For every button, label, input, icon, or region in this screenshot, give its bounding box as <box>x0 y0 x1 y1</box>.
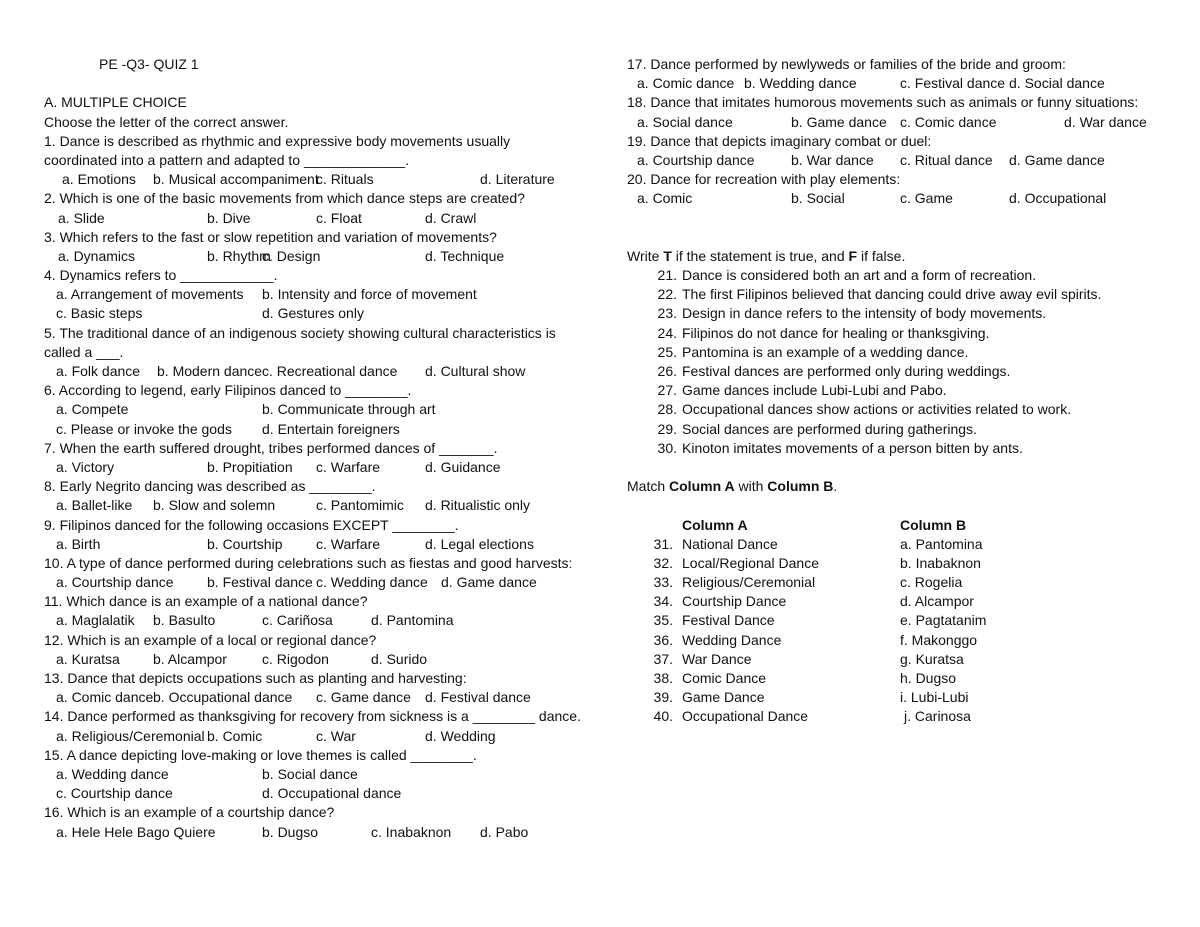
text: Column B <box>767 478 834 495</box>
option-d: d. Game dance <box>1009 151 1105 168</box>
option-d: d. Pabo <box>480 823 529 840</box>
text: 35. <box>653 612 673 629</box>
option-d: d. Crawl <box>425 209 477 226</box>
text: 30. <box>657 439 677 456</box>
option-d: d. Guidance <box>425 458 501 475</box>
option-a: a. Hele Hele Bago Quiere <box>56 823 216 840</box>
text: 31. <box>653 535 673 552</box>
text: 37. <box>653 650 673 667</box>
option-a: a. Social dance <box>637 113 733 130</box>
text: 26. <box>657 363 677 379</box>
option-c: c. Recreational dance <box>262 363 398 379</box>
text: 22. <box>657 286 677 303</box>
text: Occupational dances show actions or activities related to work. <box>682 401 1072 418</box>
text: Wedding Dance <box>682 631 782 648</box>
text: if false. <box>857 247 906 264</box>
option-a: a. Folk dance <box>56 363 141 379</box>
text: 40. <box>653 708 673 725</box>
true-false-instruction <box>627 247 1187 266</box>
answer-options <box>44 727 604 746</box>
text: 29. <box>657 420 677 437</box>
question-stem: 19. Dance that depicts imaginary combat or duel: <box>627 132 932 149</box>
true-false-item <box>627 304 1187 323</box>
right-column <box>627 55 1187 727</box>
text: Dance is considered both an art and a form of recreation. <box>682 267 1037 284</box>
blank-line <box>627 209 1187 228</box>
answer-options <box>627 151 1187 170</box>
matching-instruction <box>627 477 1187 496</box>
question-stem: 10. A type of dance performed during celebrations such as fiestas and good harvests: <box>44 554 573 571</box>
answer-options <box>44 420 604 439</box>
section-a-instruction: Choose the letter of the correct answer. <box>44 113 289 130</box>
option-a: a. Comic <box>637 190 693 207</box>
option-c: c. Design <box>262 247 321 264</box>
option-c: c. Rituals <box>316 171 374 188</box>
matching-header-row <box>627 516 1187 535</box>
text: Courtship Dance <box>682 593 787 610</box>
text: c. Rogelia <box>900 574 963 591</box>
blank-line <box>44 74 604 93</box>
option-c: c. Courtship dance <box>56 785 173 802</box>
option-b: b. Slow and solemn <box>153 497 276 514</box>
true-false-item <box>627 362 1187 381</box>
option-a: a. Kuratsa <box>56 650 120 667</box>
matching-row <box>627 573 1187 592</box>
column-a-header: Column A <box>682 516 748 533</box>
question-stem: 16. Which is an example of a courtship dance? <box>44 804 335 821</box>
text: Social dances are performed during gatherings. <box>682 420 977 437</box>
text: i. Lubi-Lubi <box>900 689 969 706</box>
option-b: b. Modern dance <box>157 363 263 379</box>
section-a-heading: A. MULTIPLE CHOICE <box>44 94 187 111</box>
matching-row <box>627 707 1187 726</box>
question-stem: 18. Dance that imitates humorous movements such as animals or funny situations: <box>627 94 1139 111</box>
text: 32. <box>653 554 673 571</box>
option-d: d. Social dance <box>1009 75 1105 92</box>
text: Game Dance <box>682 689 765 706</box>
option-b: b. Wedding dance <box>744 75 857 92</box>
text: War Dance <box>682 650 752 667</box>
true-false-item <box>627 381 1187 400</box>
text: 33. <box>653 574 673 591</box>
option-b: b. Musical accompaniment <box>153 171 319 188</box>
option-c: c. Float <box>316 209 362 226</box>
text: Write <box>627 247 664 264</box>
option-a: a. Religious/Ceremonial <box>56 727 205 744</box>
option-c: c. Game <box>900 190 953 207</box>
question-stem: called a ___. <box>44 343 124 360</box>
option-a: a. Wedding dance <box>56 765 169 782</box>
blank-line <box>44 55 604 74</box>
blank-line <box>627 496 1187 515</box>
option-b: b. Social <box>791 190 845 207</box>
option-d: d. Technique <box>425 247 505 264</box>
answer-options <box>627 113 1187 132</box>
option-d: d. Literature <box>480 171 555 188</box>
true-false-item <box>627 439 1187 458</box>
option-c: c. War <box>316 727 356 744</box>
question-stem: 17. Dance performed by newlyweds or families of the bride and groom: <box>627 56 1066 72</box>
quiz-title: PE -Q3- QUIZ 1 <box>99 56 199 72</box>
question-stem: 4. Dynamics refers to ____________. <box>44 267 278 284</box>
option-d: d. War dance <box>1064 113 1147 130</box>
answer-options <box>44 611 604 630</box>
option-b: b. Communicate through art <box>262 401 436 418</box>
text: 28. <box>657 401 677 418</box>
text: 27. <box>657 382 677 399</box>
text: e. Pagtatanim <box>900 612 987 629</box>
text: Column A <box>669 478 735 495</box>
option-b: b. Festival dance <box>207 574 313 591</box>
option-a: a. Emotions <box>62 171 136 188</box>
answer-options <box>44 209 604 228</box>
matching-row <box>627 592 1187 611</box>
text: if the statement is true, and <box>671 247 849 264</box>
question-stem: 20. Dance for recreation with play elements: <box>627 171 901 188</box>
text: b. Inabaknon <box>900 554 981 571</box>
option-a: a. Compete <box>56 401 129 418</box>
question-stem: coordinated into a pattern and adapted to _____________. <box>44 151 410 168</box>
text: j. Carinosa <box>904 708 971 725</box>
text: Match <box>627 478 670 495</box>
text: The first Filipinos believed that dancing could drive away evil spirits. <box>682 286 1102 303</box>
answer-options <box>44 304 604 323</box>
text: Design in dance refers to the intensity of body movements. <box>682 305 1047 322</box>
question-stem: 1. Dance is described as rhythmic and expressive body movements usually <box>44 132 511 149</box>
left-column <box>44 55 604 842</box>
option-a: a. Comic dance <box>637 75 735 92</box>
text: 24. <box>657 324 677 341</box>
option-c: c. Basic steps <box>56 305 143 322</box>
option-a: a. Dynamics <box>58 247 136 264</box>
true-false-item <box>627 266 1187 285</box>
text: Festival Dance <box>682 612 775 629</box>
matching-row <box>627 631 1187 650</box>
option-d: d. Cultural show <box>425 363 526 379</box>
matching-row <box>627 669 1187 688</box>
true-false-item <box>627 420 1187 439</box>
option-a: a. Slide <box>58 209 105 226</box>
answer-options <box>627 189 1187 208</box>
true-false-item <box>627 343 1187 362</box>
text: f. Makonggo <box>900 631 978 648</box>
text: National Dance <box>682 535 778 552</box>
text: d. Alcampor <box>900 593 974 610</box>
text: 34. <box>653 593 673 610</box>
option-b: b. Intensity and force of movement <box>262 286 477 303</box>
option-c: c. Festival dance <box>900 75 1006 92</box>
option-a: a. Comic dance <box>56 689 154 706</box>
answer-options <box>44 535 604 554</box>
question-stem: 8. Early Negrito dancing was described as ________. <box>44 478 376 495</box>
option-c: c. Inabaknon <box>371 823 452 840</box>
answer-options <box>44 784 604 803</box>
text: . <box>833 478 838 495</box>
option-b: b. Propitiation <box>207 458 293 475</box>
option-a: a. Birth <box>56 535 101 552</box>
option-a: a. Courtship dance <box>637 151 755 168</box>
option-d: d. Pantomina <box>371 612 454 629</box>
answer-options <box>44 573 604 592</box>
answer-options <box>44 458 604 477</box>
text: Local/Regional Dance <box>682 554 819 571</box>
text: Game dances include Lubi-Lubi and Pabo. <box>682 382 947 399</box>
text: 23. <box>657 305 677 322</box>
text: h. Dugso <box>900 670 957 686</box>
option-a: a. Ballet-like <box>56 497 133 514</box>
option-b: b. Social dance <box>262 765 358 782</box>
option-b: b. Dive <box>207 209 251 226</box>
option-b: b. Dugso <box>262 823 319 840</box>
option-b: b. Basulto <box>153 612 216 629</box>
option-c: c. Please or invoke the gods <box>56 420 232 437</box>
question-stem: 2. Which is one of the basic movements from which dance steps are created? <box>44 190 525 207</box>
text: Filipinos do not dance for healing or thanksgiving. <box>682 324 990 341</box>
option-c: c. Rigodon <box>262 650 329 667</box>
true-false-item <box>627 400 1187 419</box>
answer-options <box>44 496 604 515</box>
text: g. Kuratsa <box>900 650 964 667</box>
option-c: c. Comic dance <box>900 113 997 130</box>
question-stem: 11. Which dance is an example of a national dance? <box>44 593 368 610</box>
option-d: d. Game dance <box>441 574 537 591</box>
answer-options <box>44 765 604 784</box>
text: T <box>663 247 672 264</box>
answer-options <box>44 650 604 669</box>
option-b: b. Comic <box>207 727 263 744</box>
option-d: d. Entertain foreigners <box>262 420 400 437</box>
matching-row <box>627 554 1187 573</box>
option-b: b. Alcampor <box>153 650 227 667</box>
matching-row <box>627 535 1187 554</box>
answer-options <box>44 170 604 189</box>
question-stem: 7. When the earth suffered drought, tribes performed dances of _______. <box>44 439 498 456</box>
text: with <box>734 478 768 495</box>
answer-options <box>44 400 604 419</box>
text: Comic Dance <box>682 670 767 686</box>
text: 25. <box>657 343 677 360</box>
answer-options <box>627 74 1187 93</box>
option-d: d. Occupational <box>1009 190 1107 207</box>
question-stem: 9. Filipinos danced for the following occasions EXCEPT ________. <box>44 516 459 533</box>
question-stem: 15. A dance depicting love-making or love themes is called ________. <box>44 746 477 763</box>
question-stem: 12. Which is an example of a local or regional dance? <box>44 631 377 648</box>
option-d: d. Gestures only <box>262 305 364 322</box>
option-d: d. Occupational dance <box>262 785 402 802</box>
text: Festival dances are performed only during weddings. <box>682 363 1011 379</box>
question-stem: 13. Dance that depicts occupations such as planting and harvesting: <box>44 670 467 686</box>
option-c: c. Wedding dance <box>316 574 428 591</box>
text: 39. <box>653 689 673 706</box>
text: a. Pantomina <box>900 535 983 552</box>
text: 38. <box>653 670 673 686</box>
answer-options <box>44 247 604 266</box>
text: 36. <box>653 631 673 648</box>
option-c: c. Game dance <box>316 689 411 706</box>
option-b: b. Courtship <box>207 535 283 552</box>
option-c: c. Cariñosa <box>262 612 333 629</box>
question-stem: 3. Which refers to the fast or slow repetition and variation of movements? <box>44 228 497 245</box>
text: Pantomina is an example of a wedding dance. <box>682 343 969 360</box>
column-b-header: Column B <box>900 516 967 533</box>
answer-options <box>44 285 604 304</box>
matching-row <box>627 650 1187 669</box>
option-b: b. Rhythm <box>207 247 271 264</box>
option-a: a. Victory <box>56 458 115 475</box>
question-stem: 14. Dance performed as thanksgiving for recovery from sickness is a ________ dance. <box>44 708 581 725</box>
true-false-item <box>627 324 1187 343</box>
text: 21. <box>657 267 677 284</box>
option-b: b. Occupational dance <box>153 689 293 706</box>
true-false-item <box>627 285 1187 304</box>
text: F <box>848 247 858 264</box>
text: Religious/Ceremonial <box>682 574 816 591</box>
answer-options <box>44 688 604 707</box>
answer-options <box>44 823 604 842</box>
option-d: d. Ritualistic only <box>425 497 531 514</box>
option-d: d. Surido <box>371 650 428 667</box>
answer-options <box>44 362 604 381</box>
question-stem: 6. According to legend, early Filipinos danced to ________. <box>44 382 412 399</box>
option-b: b. War dance <box>791 151 874 168</box>
blank-line <box>627 458 1187 477</box>
option-c: c. Pantomimic <box>316 497 404 514</box>
option-d: d. Legal elections <box>425 535 534 552</box>
text: Occupational Dance <box>682 708 809 725</box>
question-stem: 5. The traditional dance of an indigenous society showing cultural characteristics is <box>44 324 556 341</box>
option-a: a. Arrangement of movements <box>56 286 244 303</box>
option-d: d. Festival dance <box>425 689 531 706</box>
option-a: a. Courtship dance <box>56 574 174 591</box>
blank-line <box>627 228 1187 247</box>
option-c: c. Warfare <box>316 458 381 475</box>
option-a: a. Maglalatik <box>56 612 135 629</box>
matching-row <box>627 611 1187 630</box>
option-b: b. Game dance <box>791 113 887 130</box>
matching-row <box>627 688 1187 707</box>
option-c: c. Warfare <box>316 535 381 552</box>
text: Kinoton imitates movements of a person bitten by ants. <box>682 439 1023 456</box>
option-d: d. Wedding <box>425 727 496 744</box>
option-c: c. Ritual dance <box>900 151 993 168</box>
